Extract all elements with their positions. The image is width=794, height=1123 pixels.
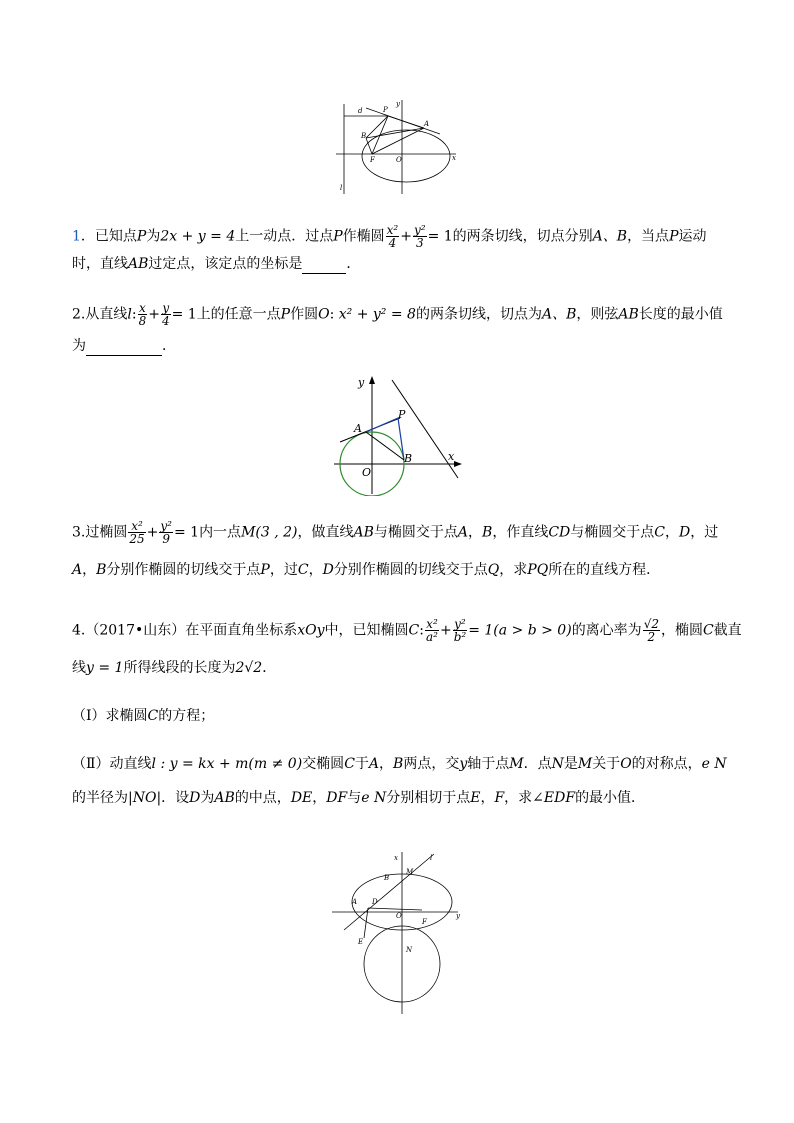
q4-var: e N [701, 756, 727, 772]
fig3-label-x: x [394, 854, 398, 862]
fig1-label-A: A [424, 120, 430, 128]
q3-text: ，过 [269, 562, 298, 578]
q2-var: O [318, 306, 330, 323]
fig1-label-B: B [361, 132, 367, 140]
q4-text: 线 [72, 660, 86, 676]
q1-text: 为 [146, 228, 161, 245]
q4-var: B [393, 756, 404, 772]
q3-text: ，作直线 [492, 524, 549, 541]
q4-line: y = 1 [86, 660, 124, 676]
fig2-label-B: B [404, 452, 413, 465]
q4-var: xOy [297, 622, 325, 639]
q4-text: 动直线 [109, 756, 152, 772]
q4-var: M [577, 756, 593, 772]
fig3-label-D: D [372, 898, 378, 906]
q4-var: C [147, 708, 159, 724]
q4-text: 截直 [713, 622, 742, 639]
question-3: 3.过椭圆 $\frac{\text{x²}}{25}$ + $\frac{\text{y²}}{9}$ = 1内一点M(3 , 2)，做直线AB与椭圆交于点A，B，作直线CD与椭圆交于点C，D，过 A，B分别作椭圆的切线交于点P，过C，D分别作椭圆的切线交于点Q，求PQ所在的直线方程． [72, 519, 719, 578]
q4-var: A [368, 756, 380, 772]
fig1-label-x: x [452, 154, 456, 162]
q4-text: 关于 [592, 756, 621, 772]
q4-var: C [344, 756, 355, 772]
q1-line-equation: 2x + y = 4 [160, 228, 236, 245]
q4-text: 交椭圆 [302, 756, 345, 772]
q4-text: 分别相切于点 [386, 790, 471, 806]
q3-text: 分别作椭圆的切线交于点 [333, 562, 488, 578]
q2-text: 上的任意一点 [196, 306, 281, 323]
q2-circle-equation: x² + y² = 8 [338, 306, 416, 323]
q3-point-M: M(3 , 2) [241, 524, 298, 541]
q2-text: 为 [72, 338, 86, 354]
fig3-label-M: M [406, 868, 414, 876]
fig3-label-E: E [358, 938, 364, 946]
q1-text: ，当点 [627, 228, 670, 245]
q4-fraction: $\frac{\text{x²}}{\text{a²}}$ [425, 617, 438, 644]
q1-answer-blank[interactable] [302, 259, 346, 274]
fig3-label-F: F [422, 918, 427, 926]
fig3-label-B: B [384, 874, 390, 882]
q4-line-equation: l : y = kx + m(m ≠ 0) [151, 756, 303, 772]
q4-text: ．设 [161, 790, 190, 806]
q3-text: 所在的直线方程． [548, 562, 661, 578]
q4-var: DF [326, 790, 348, 806]
q3-var: A [72, 562, 83, 578]
q4-text: 的对称点， [631, 756, 702, 772]
q4-text: 中，已知椭圆 [324, 622, 409, 639]
fig3-label-O: O [396, 912, 402, 920]
figure-circle-tangents [330, 372, 464, 496]
q3-text: 与椭圆交于点 [570, 524, 655, 541]
q4-text: 在平面直角坐标系 [185, 622, 298, 639]
fig2-label-P: P [398, 408, 406, 421]
q3-number: 3. [72, 524, 86, 541]
q3-var: D [678, 524, 691, 541]
q1-var: P [136, 228, 147, 245]
fig3-label-l: l [430, 854, 433, 862]
q4-var: C [702, 622, 714, 639]
q4-text: 的最小值． [575, 790, 646, 806]
fig1-label-P: P [383, 106, 388, 114]
q4-text: 为 [200, 790, 215, 806]
q4-var: AB [214, 790, 235, 806]
figure-ellipse-tangents [336, 98, 460, 198]
q3-var: AB [353, 524, 374, 541]
fig1-label-y: y [396, 100, 400, 108]
q2-answer-blank[interactable] [86, 341, 162, 356]
q4-var: O [620, 756, 632, 772]
q4-var: D [189, 790, 201, 806]
question-1: 1．已知点P为2x + y = 4上一动点．过点P作椭圆 $\frac{\text{x²}}{4}$ + $\frac{\text{y²}}{3}$ = 1的两条切线，切点分别A、B，当点P运动 时，直线AB过定点，该定点的坐标是 ． [72, 223, 707, 272]
q4-angle: ∠EDF [532, 790, 576, 806]
q4-length: 2√2 [235, 660, 263, 676]
q4-var: C [408, 622, 420, 639]
fig3-label-A: A [352, 898, 358, 906]
q1-var: P [333, 228, 343, 245]
q2-var: P [280, 306, 291, 323]
q1-text: 时，直线 [72, 256, 128, 272]
fig1-label-O: O [396, 156, 402, 164]
q4-text: 是 [563, 756, 578, 772]
fig3-label-y: y [456, 912, 460, 920]
q3-var: CD [548, 524, 571, 541]
q1-text: 作椭圆 [342, 228, 385, 245]
q3-text: 与椭圆交于点 [373, 524, 458, 541]
q4-number: 4. [72, 622, 86, 639]
fig1-label-l: l [340, 184, 343, 192]
q4-source: （2017•山东） [85, 622, 186, 639]
fig2-label-A: A [354, 422, 362, 435]
q4-text: ．点 [523, 756, 552, 772]
q3-fraction: $\frac{\text{x²}}{25}$ [129, 519, 145, 546]
q4-var: F [494, 790, 505, 806]
q4-fraction: $\frac{\text{y²}}{\text{b²}}$ [453, 617, 467, 644]
q3-fraction: $\frac{\text{y²}}{9}$ [160, 519, 172, 546]
q1-var: AB [128, 256, 149, 272]
q1-var: A、B [592, 228, 628, 245]
q4-eccentricity: $\frac{√2}{2}$ [643, 617, 659, 644]
q3-var: C [654, 524, 665, 541]
question-2: 2.从直线l: $\frac{x}{8}$ + $\frac{y}{4}$ = 1上的任意一点P作圆O: x² + y² = 8的两条切线，切点为A、B，则弦AB长度的最小值 为 ． [72, 301, 723, 354]
q4-text: ，求 [504, 790, 533, 806]
q4-text: 求椭圆 [105, 708, 148, 724]
q3-text: 内一点 [199, 524, 242, 541]
q4-var: DE [290, 790, 313, 806]
q3-var: B [482, 524, 493, 541]
q4-text: 于 [354, 756, 369, 772]
q4-text: 的方程； [158, 708, 215, 724]
q3-text: ，过 [690, 524, 719, 541]
q4-var: N [551, 756, 564, 772]
q2-var: A、B [541, 306, 577, 323]
q4-text: 与 [347, 790, 362, 806]
q4-text: 轴于点 [467, 756, 510, 772]
q3-var: Q [487, 562, 500, 578]
q2-text: 长度的最小值 [638, 306, 723, 323]
q1-text: 上一动点．过点 [235, 228, 334, 245]
q1-var: P [669, 228, 679, 245]
q4-text: 所得线段的长度为 [123, 660, 236, 676]
q4-text: 两点，交 [403, 756, 460, 772]
q3-text: ，求 [499, 562, 528, 578]
q4-text: 的中点， [234, 790, 291, 806]
fig2-label-x: x [448, 450, 455, 463]
q3-var: PQ [527, 562, 549, 578]
fig2-label-y: y [358, 376, 365, 389]
q2-number: 2. [72, 306, 86, 323]
fig1-label-d: d [358, 107, 363, 115]
question-4: 4.（2017•山东）在平面直角坐标系xOy中，已知椭圆C: $\frac{\text{x²}}{\text{a²}}$ + $\frac{\text{y²}}{\text{b²}}$ = 1(a > b > 0)的离心率为 $\frac{√2}{2}$ ，椭圆C截直 线y = 1所得线段的长度为2√2． （Ⅰ）求椭圆C的方程； （Ⅱ）动直线l : y = kx + m(m ≠ 0)交椭圆C于A，B两点，交y轴于点M．点N是M关于O的对称点，e N 的半径为|NO|．设D为AB的中点，DE，DF与e N分别相切于点E，F，求∠EDF的最小值． [72, 617, 742, 806]
fig2-label-O: O [362, 466, 372, 479]
q1-text: 的两条切线，切点分别 [452, 228, 593, 245]
q4-var: y [459, 756, 468, 772]
q2-fraction: $\frac{x}{8}$ [138, 301, 147, 328]
q4-var: e N [361, 790, 387, 806]
q3-var: B [96, 562, 107, 578]
q2-text: 的两条切线，切点为 [415, 306, 542, 323]
q3-var: D [322, 562, 334, 578]
q2-text: 作圆 [290, 306, 319, 323]
fig3-label-N: N [406, 946, 413, 954]
q1-text: ．已知点 [80, 228, 137, 245]
q1-text: 过定点，该定点的坐标是 [148, 256, 303, 272]
q2-text: 从直线 [85, 306, 128, 323]
fig1-label-F: F [370, 156, 375, 164]
q4-text: ，椭圆 [660, 622, 703, 639]
q3-text: ，做直线 [297, 524, 354, 541]
q3-var: A [457, 524, 469, 541]
q1-fraction: $\frac{\text{y²}}{3}$ [413, 223, 426, 250]
q2-text: ，则弦 [576, 306, 619, 323]
q3-text: 分别作椭圆的切线交于点 [106, 562, 261, 578]
q4-var: |NO| [128, 790, 162, 806]
q2-fraction: $\frac{y}{4}$ [161, 301, 170, 328]
q4-text: 的半径为 [72, 790, 128, 806]
q3-text: 过椭圆 [85, 524, 128, 541]
q2-var: l [127, 306, 132, 323]
q1-number: 1 [72, 228, 81, 245]
q4-text: 的离心率为 [571, 622, 642, 639]
q4-var: M [509, 756, 524, 772]
q1-fraction: $\frac{\text{x²}}{4}$ [386, 223, 399, 250]
q4-part1-label: （Ⅰ） [72, 708, 106, 724]
q4-condition: = 1(a > b > 0) [468, 622, 572, 639]
q4-var: E [470, 790, 481, 806]
q4-part2-label: （Ⅱ） [72, 756, 110, 772]
q3-var: P [260, 562, 270, 578]
figure-ellipse-circle [330, 848, 464, 1018]
q2-var: AB [618, 306, 639, 323]
q1-text: 运动 [678, 228, 707, 245]
q3-var: C [297, 562, 309, 578]
